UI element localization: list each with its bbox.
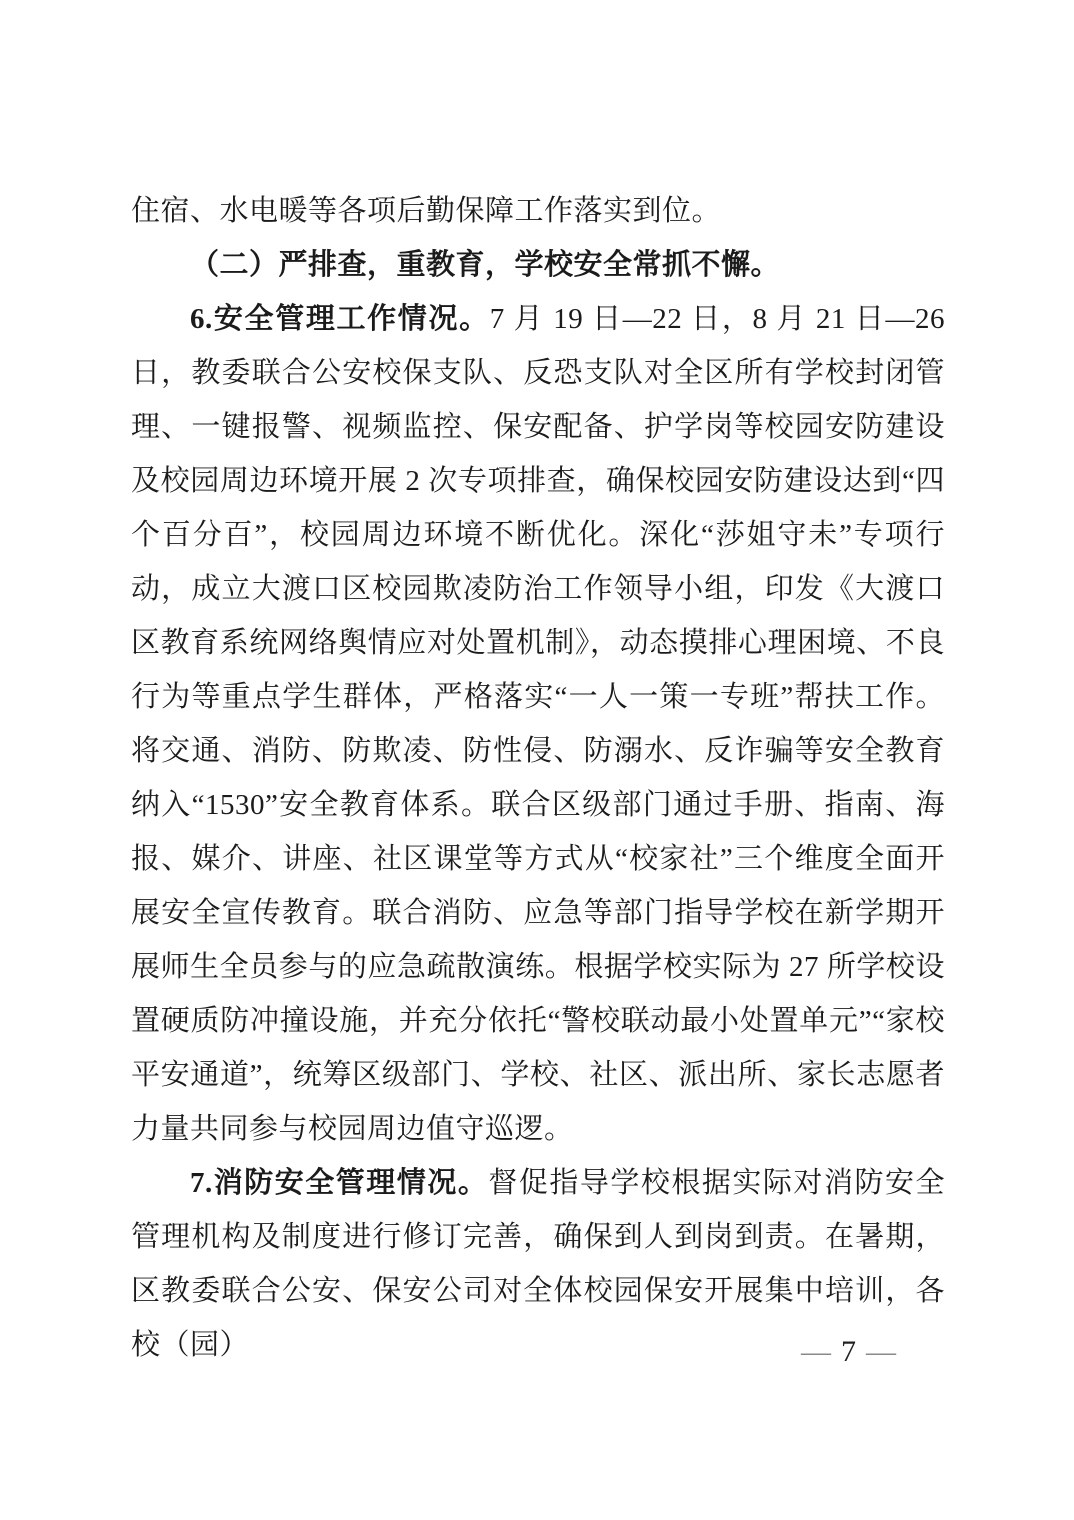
footer-left-dash: — [801, 1335, 831, 1368]
paragraph-item-6 [131, 292, 945, 1156]
paragraph-lead: 6.安全管理工作情况。 [190, 303, 490, 335]
document-body [131, 184, 945, 1372]
paragraph-continuation [131, 184, 945, 238]
paragraph-lead: 7.消防安全管理情况。 [190, 1167, 489, 1199]
paragraph-text: 7 月 19 日—22 日，8 月 21 日—26 日，教委联合公安校保支队、反恐支队对全区所有学校封闭管理、一键报警、视频监控、保安配备、护学岗等校园安防建设及校园周边环境开展 2 次专项排查，确保校园安防建设达到“四个百分百”，校园周边环境不断优化。深化“莎姐守未”专项行动，成立大渡口区校园欺凌防治工作领导小组，印发《大渡口区教育系统网络舆情应对处置机制》，动态摸排心理困境、不良行为等重点学生群体，严格落实“一人一策一专班”帮扶工作。将交通、消防、防欺凌、防性侵、防溺水、反诈骗等安全教育纳入“1530”安全教育体系。联合区级部门通过手册、指南、海报、媒介、讲座、社区课堂等方式从“校家社”三个维度全面开展安全宣传教育。联合消防、应急等部门指导学校在新学期开展师生全员参与的应急疏散演练。根据学校实际为 27 所学校设置硬质防冲撞设施，并充分依托“警校联动最小处置单元”“家校平安通道”，统筹区级部门、学校、社区、派出所、家长志愿者力量共同参与校园周边值守巡逻。 [131, 303, 945, 1145]
section-heading-text: （二）严排查，重教育，学校安全常抓不懈。 [190, 249, 781, 281]
page-number-footer [791, 1332, 906, 1372]
section-heading-2 [131, 238, 945, 292]
paragraph-text: 督促指导学校根据实际对消防安全管理机构及制度进行修订完善，确保到人到岗到责。在暑期，区教委联合公安、保安公司对全体校园保安开展集中培训，各校（园） [131, 1167, 945, 1361]
paragraph-text: 住宿、水电暖等各项后勤保障工作落实到位。 [131, 195, 722, 227]
page-number: 7 [841, 1335, 856, 1368]
footer-right-dash: — [866, 1335, 896, 1368]
